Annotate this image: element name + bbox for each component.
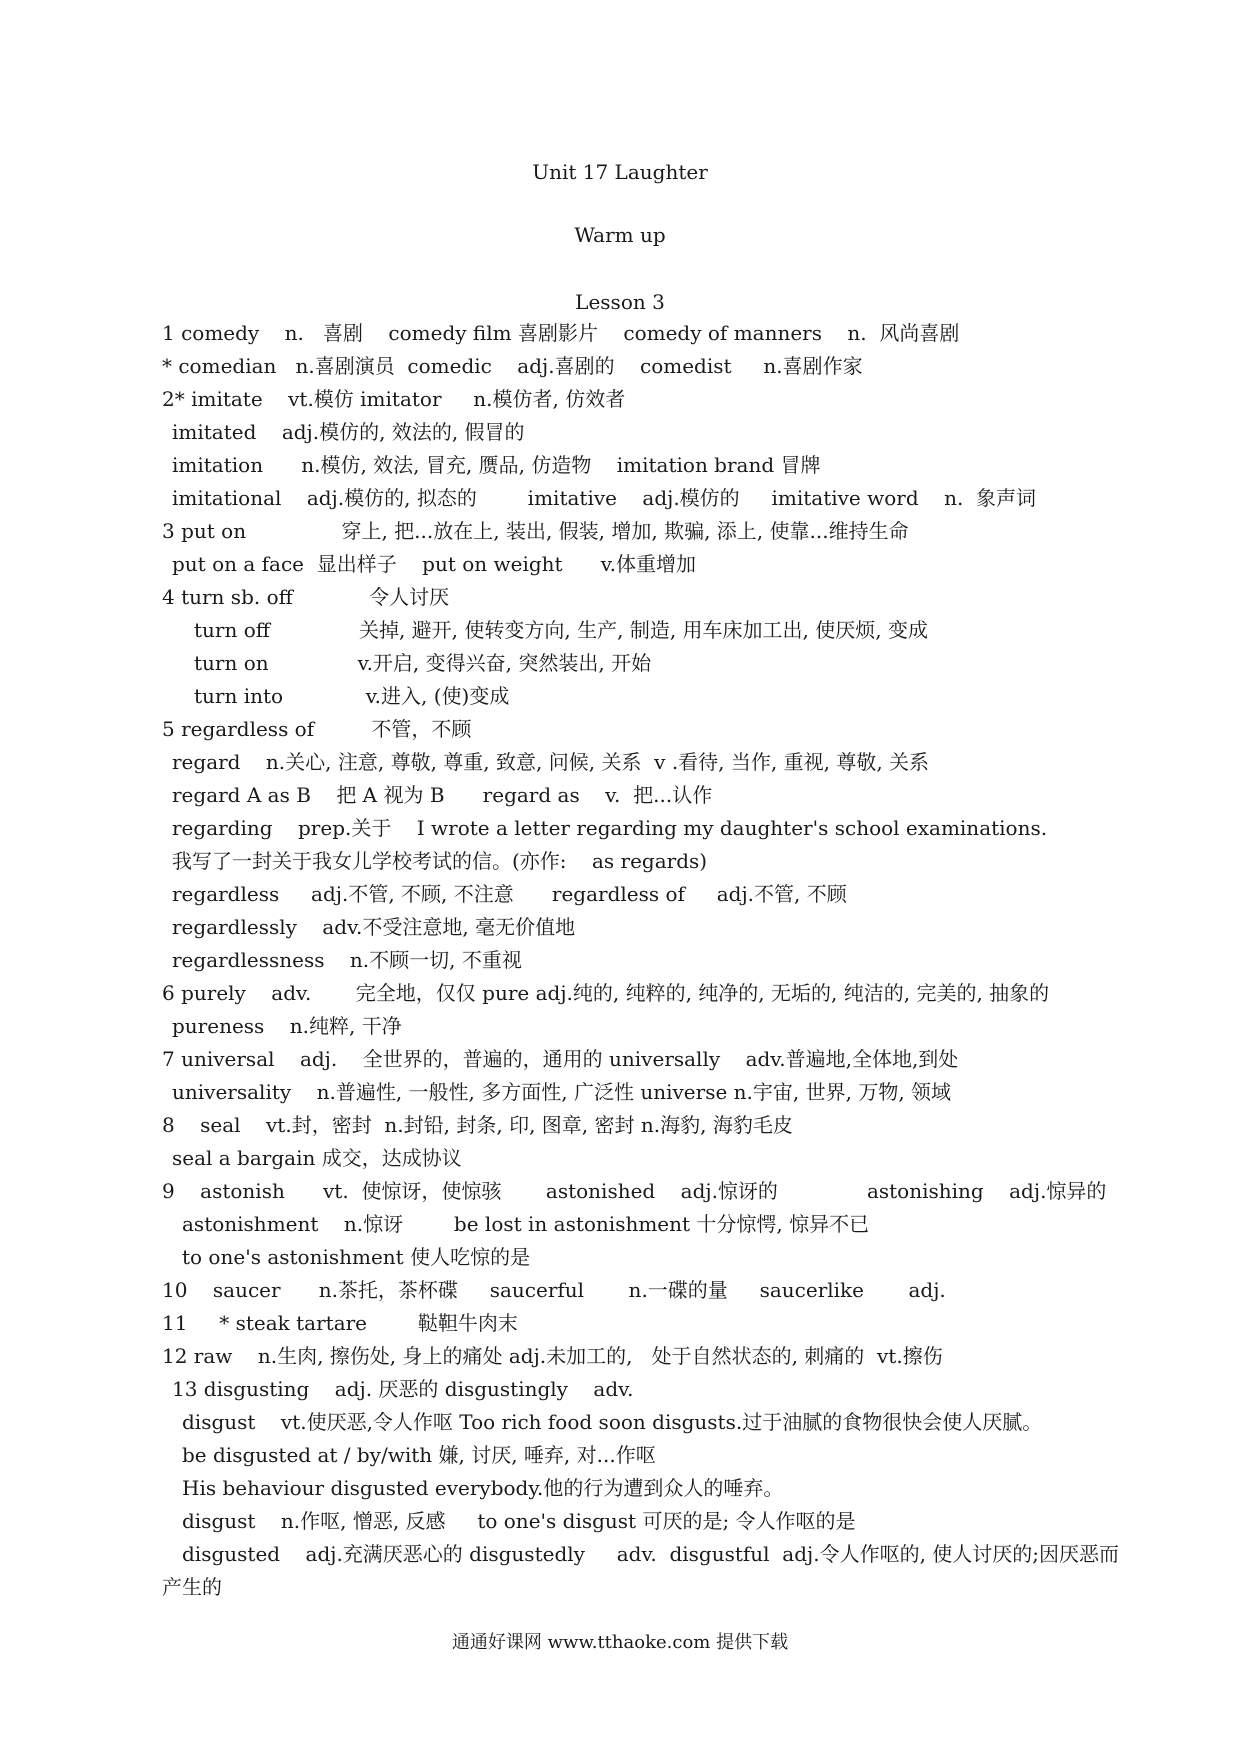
vocab-line: turn on v.开启, 变得兴奋, 突然装出, 开始	[194, 651, 652, 675]
vocab-line: imitated adj.模仿的, 效法的, 假冒的	[172, 420, 525, 444]
vocab-line: 1 comedy n. 喜剧 comedy film 喜剧影片 comedy of manners n. 风尚喜剧	[162, 321, 960, 345]
lesson-heading: Lesson 3	[575, 290, 665, 314]
vocab-line: astonishment n.惊讶 be lost in astonishment 十分惊愕, 惊异不已	[182, 1212, 870, 1236]
vocab-line: regardlessly adv.不受注意地, 毫无价值地	[172, 915, 576, 939]
vocab-line: 8 seal vt.封，密封 n.封铅, 封条, 印, 图章, 密封 n.海豹, 海豹毛皮	[162, 1113, 793, 1137]
vocab-line: regarding prep.关于 I wrote a letter regarding my daughter's school examinations.	[172, 816, 1048, 840]
vocab-line: 产生的	[162, 1575, 222, 1599]
vocab-line: 10 saucer n.茶托，茶杯碟 saucerful n.一碟的量 saucerlike adj.	[162, 1278, 946, 1302]
vocab-line: regard A as B 把 A 视为 B regard as v. 把...认作	[172, 783, 713, 807]
vocab-line: disgusted adj.充满厌恶心的 disgustedly adv. disgustful adj.令人作呕的, 使人讨厌的;因厌恶而	[182, 1542, 1120, 1566]
vocab-line: to one's astonishment 使人吃惊的是	[182, 1245, 531, 1269]
vocab-line: regardless adj.不管, 不顾, 不注意 regardless of adj.不管, 不顾	[172, 882, 847, 906]
vocab-line: imitational adj.模仿的, 拟态的 imitative adj.模仿的 imitative word n. 象声词	[172, 486, 1037, 510]
vocab-line: 11 * steak tartare 鞑靼牛肉末	[162, 1311, 518, 1335]
section-heading: Warm up	[574, 223, 666, 247]
vocab-line: 13 disgusting adj. 厌恶的 disgustingly adv.	[172, 1377, 634, 1401]
vocab-line: 3 put on 穿上, 把...放在上, 装出, 假装, 增加, 欺骗, 添上, 使靠...维持生命	[162, 519, 909, 543]
page-footer: 通通好课网 www.tthaoke.com 提供下载	[451, 1632, 789, 1653]
vocab-line: disgust n.作呕, 憎恶, 反感 to one's disgust 可厌的是; 令人作呕的是	[182, 1509, 856, 1533]
vocab-line: disgust vt.使厌恶,令人作呕 Too rich food soon disgusts.过于油腻的食物很快会使人厌腻。	[182, 1410, 1043, 1434]
vocab-line: universality n.普遍性, 一般性, 多方面性, 广泛性 universe n.宇宙, 世界, 万物, 领域	[172, 1080, 952, 1104]
vocab-line: 6 purely adv. 完全地，仅仅 pure adj.纯的, 纯粹的, 纯净的, 无垢的, 纯洁的, 完美的, 抽象的	[162, 981, 1050, 1005]
vocab-line: turn into v.进入, (使)变成	[194, 684, 510, 708]
vocab-line: turn off 关掉, 避开, 使转变方向, 生产, 制造, 用车床加工出, 使厌烦, 变成	[194, 618, 928, 642]
vocab-line: be disgusted at / by/with 嫌, 讨厌, 唾弃, 对...作呕	[182, 1443, 656, 1467]
vocab-line: * comedian n.喜剧演员 comedic adj.喜剧的 comedist n.喜剧作家	[162, 354, 863, 378]
vocab-line: 我写了一封关于我女儿学校考试的信。(亦作: as regards)	[172, 849, 708, 873]
vocab-line: 2* imitate vt.模仿 imitator n.模仿者, 仿效者	[162, 387, 626, 411]
vocab-line: 12 raw n.生肉, 擦伤处, 身上的痛处 adj.未加工的, 处于自然状态的, 刺痛的 vt.擦伤	[162, 1344, 943, 1368]
vocab-line: put on a face 显出样子 put on weight v.体重增加	[172, 552, 697, 576]
vocab-line: 9 astonish vt. 使惊讶，使惊骇 astonished adj.惊讶的 astonishing adj.惊异的	[162, 1179, 1107, 1203]
vocab-line: regard n.关心, 注意, 尊敬, 尊重, 致意, 问候, 关系 v .看待, 当作, 重视, 尊敬, 关系	[172, 750, 930, 774]
page-title: Unit 17 Laughter	[532, 160, 708, 184]
vocab-line: His behaviour disgusted everybody.他的行为遭到众人的唾弃。	[182, 1476, 784, 1500]
vocab-line: seal a bargain 成交，达成协议	[172, 1146, 462, 1170]
vocab-line: imitation n.模仿, 效法, 冒充, 赝品, 仿造物 imitation brand 冒牌	[172, 453, 821, 477]
vocab-line: pureness n.纯粹, 干净	[172, 1014, 402, 1038]
vocab-line: 5 regardless of 不管，不顾	[162, 717, 472, 741]
vocab-line: 7 universal adj. 全世界的，普遍的，通用的 universally adv.普遍地,全体地,到处	[162, 1047, 959, 1071]
vocab-line: 4 turn sb. off 令人讨厌	[162, 585, 450, 609]
vocab-line: regardlessness n.不顾一切, 不重视	[172, 948, 522, 972]
